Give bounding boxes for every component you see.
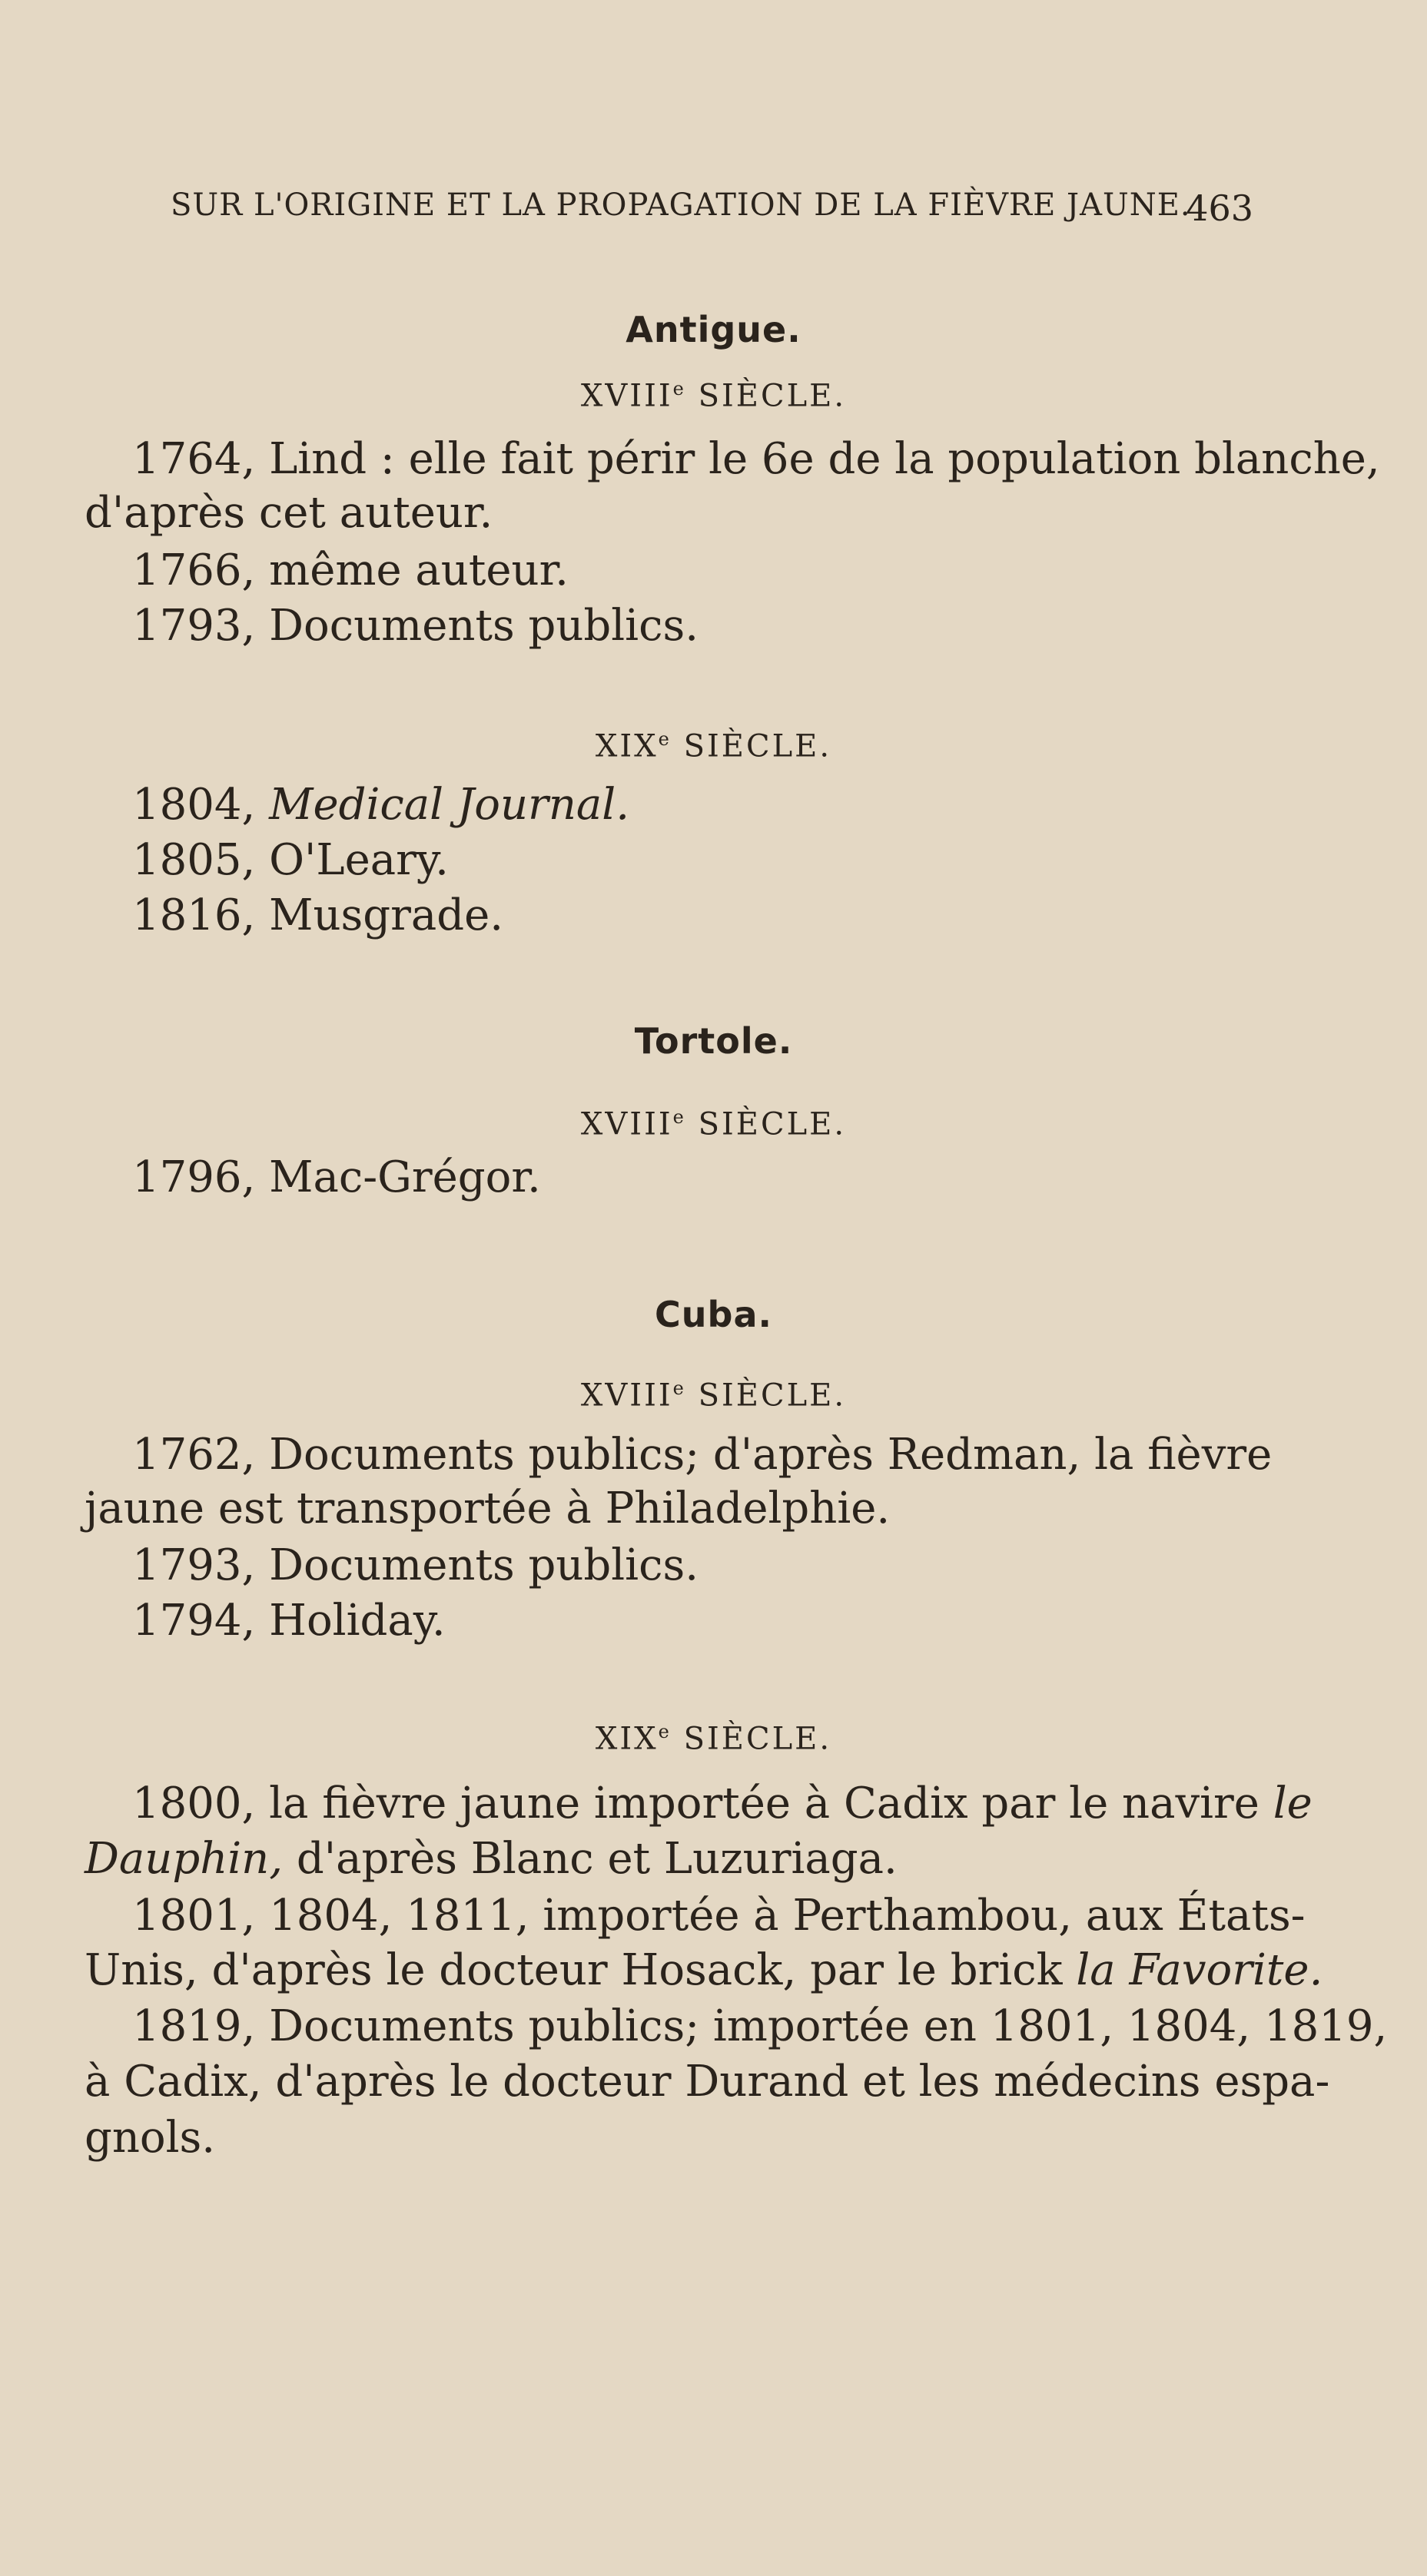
entry-line: 1793, Documents publics. (132, 601, 699, 651)
entry-line: Unis, d'après le docteur Hosack, par le brick la Favorite. (85, 1945, 1323, 1995)
entry-line: 1764, Lind : elle fait périr le 6e de la population blanche, (132, 434, 1380, 484)
entry-line: gnols. (85, 2113, 216, 2163)
entry-line: à Cadix, d'après le docteur Durand et les médecins espa- (85, 2057, 1330, 2107)
page-number: 463 (1186, 187, 1253, 229)
entry-line: 1762, Documents publics; d'après Redman, la fièvre (132, 1430, 1273, 1480)
century-xix-cuba: XIXe SIÈCLE. (595, 1721, 832, 1757)
entry-line: 1793, Documents publics. (132, 1540, 699, 1590)
entry-line: 1805, O'Leary. (132, 835, 449, 885)
heading-cuba: Cuba. (655, 1294, 772, 1335)
entry-line: 1804, Medical Journal. (132, 780, 629, 830)
century-xviii-antigue: XVIIIe SIÈCLE. (580, 378, 847, 414)
entry-line: d'après cet auteur. (85, 488, 493, 538)
century-xviii-cuba: XVIIIe SIÈCLE. (580, 1378, 847, 1414)
century-xix-antigue: XIXe SIÈCLE. (595, 728, 832, 764)
entry-line: 1766, même auteur. (132, 545, 569, 595)
entry-line: 1800, la fièvre jaune importée à Cadix par le navire le (132, 1779, 1313, 1828)
running-title: SUR L'ORIGINE ET LA PROPAGATION DE LA FIÈVRE JAUNE. (171, 187, 1191, 223)
entry-line: 1819, Documents publics; importée en 1801, 1804, 1819, (132, 2001, 1388, 2051)
heading-tortole: Tortole. (634, 1020, 793, 1062)
entry-line: 1816, Musgrade. (132, 890, 504, 940)
entry-line: Dauphin, d'après Blanc et Luzuriaga. (85, 1834, 898, 1884)
entry-line: jaune est transportée à Philadelphie. (85, 1484, 891, 1533)
century-xviii-tortole: XVIIIe SIÈCLE. (580, 1106, 847, 1142)
entry-line: 1794, Holiday. (132, 1596, 446, 1646)
entry-line: 1801, 1804, 1811, importée à Perthambou, aux États- (132, 1891, 1306, 1941)
heading-antigue: Antigue. (626, 309, 801, 350)
entry-line: 1796, Mac-Grégor. (132, 1152, 541, 1202)
